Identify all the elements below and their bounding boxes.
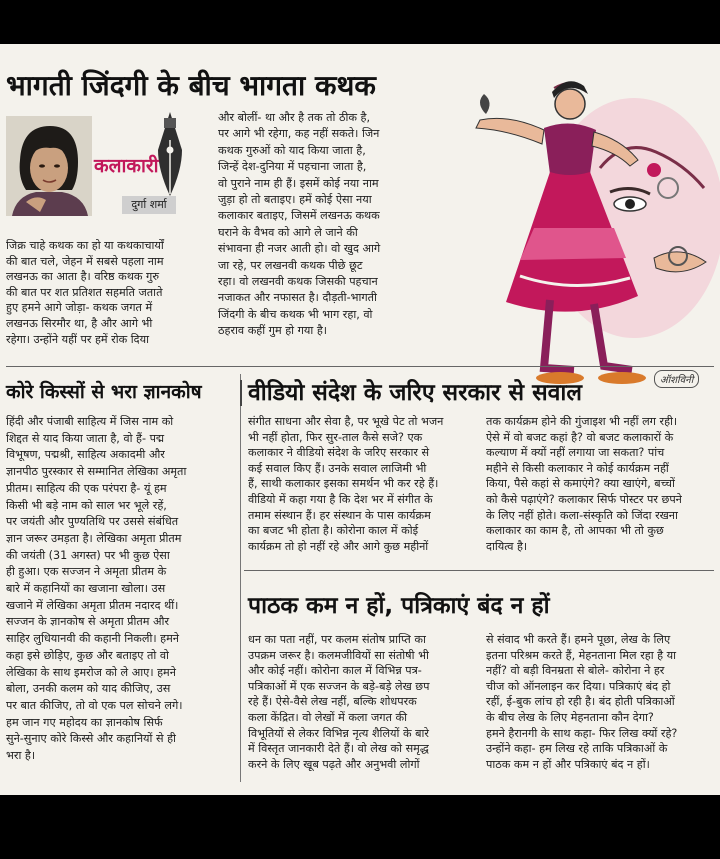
text-line: जा रहे, पर लखनवी कथक पीछे छूट [218, 258, 363, 272]
reader-section-headline: पाठक कम न हों, पत्रिकाएं बंद न हों [248, 593, 550, 619]
text-line: विभूतियों से लेकर विभिन्न नृत्य शैलियों के बारे [248, 726, 429, 740]
top-story-intro [6, 238, 212, 362]
text-line: चीज को ऑनलाइन कर दिया। पत्रिकाएं बंद हो [486, 679, 671, 693]
text-line: पर बात कीजिए, तो वो एक पल सोचने लगे। [6, 698, 183, 712]
text-line: उपक्रम जरूर है। कलमजीवियों सा संतोषी भी [248, 648, 429, 662]
text-line: पत्रिकाओं में एक सज्जन के बड़े-बड़े लेख छप [248, 679, 430, 693]
text-line: हमने हैरानगी के साथ कहा- फिर लिख क्यों रहे? [486, 726, 678, 740]
text-line: पर जयंती और पुण्यतिथि पर उससे संबंधित [6, 515, 179, 529]
text-line: का बजट भी होता है। कोरोना काल में कोई [248, 524, 419, 538]
text-line: इतना परिश्रम करते हैं, मेहनताना मिल रहा है या [486, 648, 677, 662]
text-line: धन का पता नहीं, पर कलम संतोष प्राप्ति का [248, 633, 426, 646]
text-line: रहेगा। उन्होंने यहीं पर हमें रोक दिया [6, 332, 149, 346]
text-line: के लिए नहीं होते। कला-संस्कृति को जिंदा रखना [486, 508, 678, 522]
text-line: पाठक कम न हों और पत्रिकाएं बंद न हों। [486, 757, 650, 771]
newspaper-page [0, 44, 720, 795]
text-line: ही हुआ। एक सज्जन ने अमृता प्रीतम के [6, 565, 167, 579]
text-line: ऐसे में वो बजट कहां है? वो बजट कलाकारों के [486, 430, 674, 444]
text-line: कई सवाल किए हैं। उनके सवाल लाजिमी भी [248, 461, 427, 475]
video-section-col1 [248, 414, 480, 564]
text-line: नहीं? वो बड़ी विनम्रता से बोले- कोरोना ने हर [486, 664, 665, 678]
text-line: ज्ञान जरूर उमड़ता है। लेखिका अमृता प्रीतम [6, 531, 182, 545]
top-story-body [218, 110, 422, 346]
text-line: दायित्व है। [486, 539, 528, 553]
text-line: किया, पैसे कहां से कमाएंगे? क्या खाएंगे, बच्चों [486, 477, 675, 491]
text-line: ज्ञानपीठ पुरस्कार से सम्मानित लेखिका अमृता [6, 465, 187, 479]
video-section-headline: वीडियो संदेश के जरिए सरकार से सवाल [248, 380, 582, 406]
top-headline: भागती जिंदगी के बीच भागता कथक [6, 69, 376, 102]
text-line: कार्यक्रम तो हो नहीं रहे और आगे कुछ महीनों [248, 539, 429, 553]
section-divider [244, 570, 714, 571]
text-line: जुड़ा हो तो बताइए। हमें कोई ऐसा नया [218, 193, 372, 207]
video-section-col2 [486, 414, 716, 564]
text-line: बारे में कहानियों का खजाना खोला। उस [6, 582, 166, 596]
text-line: महीने से किसी कलाकार ने कोई कार्यक्रम नहीं [486, 461, 669, 475]
text-line: रहे हैं। ऐसे-वैसे लेख नहीं, बल्कि शोधपरक [248, 695, 417, 709]
text-line: घराने के वैभव को आगे ले जाने की [218, 225, 358, 239]
text-line: साहिर लुधियानवी की कहानी निकली। हमने [6, 632, 180, 646]
text-line: हैं, साथी कलाकार इसका समर्थन भी कर रहे हैं। [248, 477, 439, 491]
text-line: कहा इसे छोड़िए, कुछ और बताइए तो वो [6, 648, 169, 662]
text-line: कला केंद्रित। वो लेखों में कला जगत की [248, 710, 407, 724]
text-line: की बात पर शत प्रतिशत सहमति जताते [6, 285, 163, 299]
text-line: जिन्हें देश-दुनिया में पहचाना जाता है, [218, 160, 367, 174]
text-line: ठहराव कहीं गुम हो गया है। [218, 324, 328, 338]
text-line: उन्होंने कहा- हम लिख रहे ताकि पत्रिकाओं के [486, 742, 668, 756]
column-divider [240, 374, 241, 782]
text-line: संगीत साधना और सेवा है, पर भूखे पेट तो भजन [248, 415, 444, 428]
text-line: रहीं, ई-बुक लांच हो रही है। बंद होती पत्रिकाओं [486, 695, 675, 709]
text-line: से संवाद भी करते हैं। हमने पूछा, लेख के लिए [486, 633, 671, 646]
text-line: में विस्तृत जानकारी देते हैं। वो लेख को समृद्ध [248, 742, 429, 756]
text-line: कथक गुरुओं को याद किया जाता है, [218, 143, 366, 157]
top-section-divider [6, 366, 714, 367]
headline-bar [240, 380, 242, 406]
text-line: रहा। वो लखनवी कथक जिसकी पहचान [218, 275, 378, 289]
text-line: शिद्दत से याद किया जाता है, वो हैं- पद्म [6, 431, 165, 445]
text-line: हिंदी और पंजाबी साहित्य में जिस नाम को [6, 415, 174, 428]
text-line: के बीच लेख के लिए मेहनताना कौन देगा? [486, 710, 654, 724]
text-line: वीडियो में कहा गया है कि देश भर में संगीत के [248, 492, 433, 506]
text-line: तमाम संस्थान हैं। हर संस्थान के पास कार्यक्रम [248, 508, 431, 522]
text-line: सुने-सुनाए कोरे किस्से और कहानियों से ही [6, 732, 176, 746]
text-line: कलाकार का काम है, तो आपका भी तो कुछ [486, 524, 664, 538]
text-line: बोला, उनकी कलम को याद कीजिए, उस [6, 682, 171, 696]
left-section-headline: कोरे किस्सों से भरा ज्ञानकोष [6, 381, 202, 403]
reader-section-col1 [248, 632, 480, 782]
text-line: कलाकार बताइए, जिसमें लखनऊ कथक [218, 209, 380, 223]
text-line: की जयंती (31 अगस्त) पर भी कुछ ऐसा [6, 548, 170, 562]
left-section-body [6, 414, 236, 766]
text-line: लेखिका के साथ इमरोज को ले आए। हमने [6, 665, 176, 679]
text-line: कलाकार ने वीडियो संदेश के जरिए सरकार से [248, 446, 430, 460]
author-byline: दुर्गा शर्मा [122, 196, 176, 214]
text-line: भरा है। [6, 749, 36, 763]
text-line: किसी भी बड़े नाम को साल भर भूले रहें, [6, 498, 167, 512]
reader-section-col2 [486, 632, 716, 782]
column-label: कलाकारी [94, 155, 159, 177]
text-line: हम जान गए महोदय का ज्ञानकोष सिर्फ [6, 715, 163, 729]
text-line: संभावना ही नजर आती हो। वो खुद आगे [218, 242, 381, 256]
text-line: प्रीतम। साहित्य की एक परंपरा है- यूं हम [6, 481, 167, 495]
author-photo [6, 116, 92, 216]
text-line: हुए हमने आगे जोड़ा- कथक जगत में [6, 301, 153, 315]
text-line: और कोई नहीं। कोरोना काल में विभिन्न पत्र- [248, 664, 422, 678]
text-line: भी नहीं होता, फिर सुर-ताल कैसे सजे? एक [248, 430, 423, 444]
text-line: नजाकत और नफासत है। दौड़ती-भागती [218, 291, 377, 305]
text-line: और बोलीं- था और है तक तो ठीक है, [218, 111, 371, 124]
text-line: पर आगे भी रहेगा, कह नहीं सकते। जिन [218, 127, 380, 141]
text-line: विभूषण, पद्मश्री, साहित्य अकादमी और [6, 448, 165, 462]
text-line: कल्याण में क्यों नहीं लगाया जा सकता? पांच [486, 446, 665, 460]
text-line: लखनऊ का आता है। वरिष्ठ कथक गुरु [6, 270, 160, 284]
text-line: करने के लिए खूब पढ़ते और अनुभवी लोगों [248, 757, 420, 771]
text-line: खजाने में लेखिका अमृता प्रीतम नदारद थीं। [6, 598, 179, 612]
text-line: वो पुराने नाम ही हैं। इसमें कोई नया नाम [218, 176, 379, 190]
text-line: सज्जन के ज्ञानकोष से अमृता प्रीतम और [6, 615, 170, 629]
text-line: को कैसे पढ़ाएंगे? कलाकार सिर्फ पोस्टर पर छपने [486, 492, 682, 506]
text-line: लखनऊ सिरमौर था, है और आगे भी [6, 316, 153, 330]
text-line: जिंदगी के बीच कथक भी भाग रहा, वो [218, 307, 373, 321]
text-line: की बात चले, जेहन में सबसे पहला नाम [6, 254, 164, 268]
text-line: तक कार्यक्रम होने की गुंजाइश भी नहीं लग रही। [486, 415, 678, 428]
text-line: जिक्र चाहे कथक का हो या कथकाचार्यों [6, 239, 164, 252]
artist-signature: ऑशविनी [654, 370, 699, 388]
kathak-dancer-illustration [424, 68, 720, 402]
